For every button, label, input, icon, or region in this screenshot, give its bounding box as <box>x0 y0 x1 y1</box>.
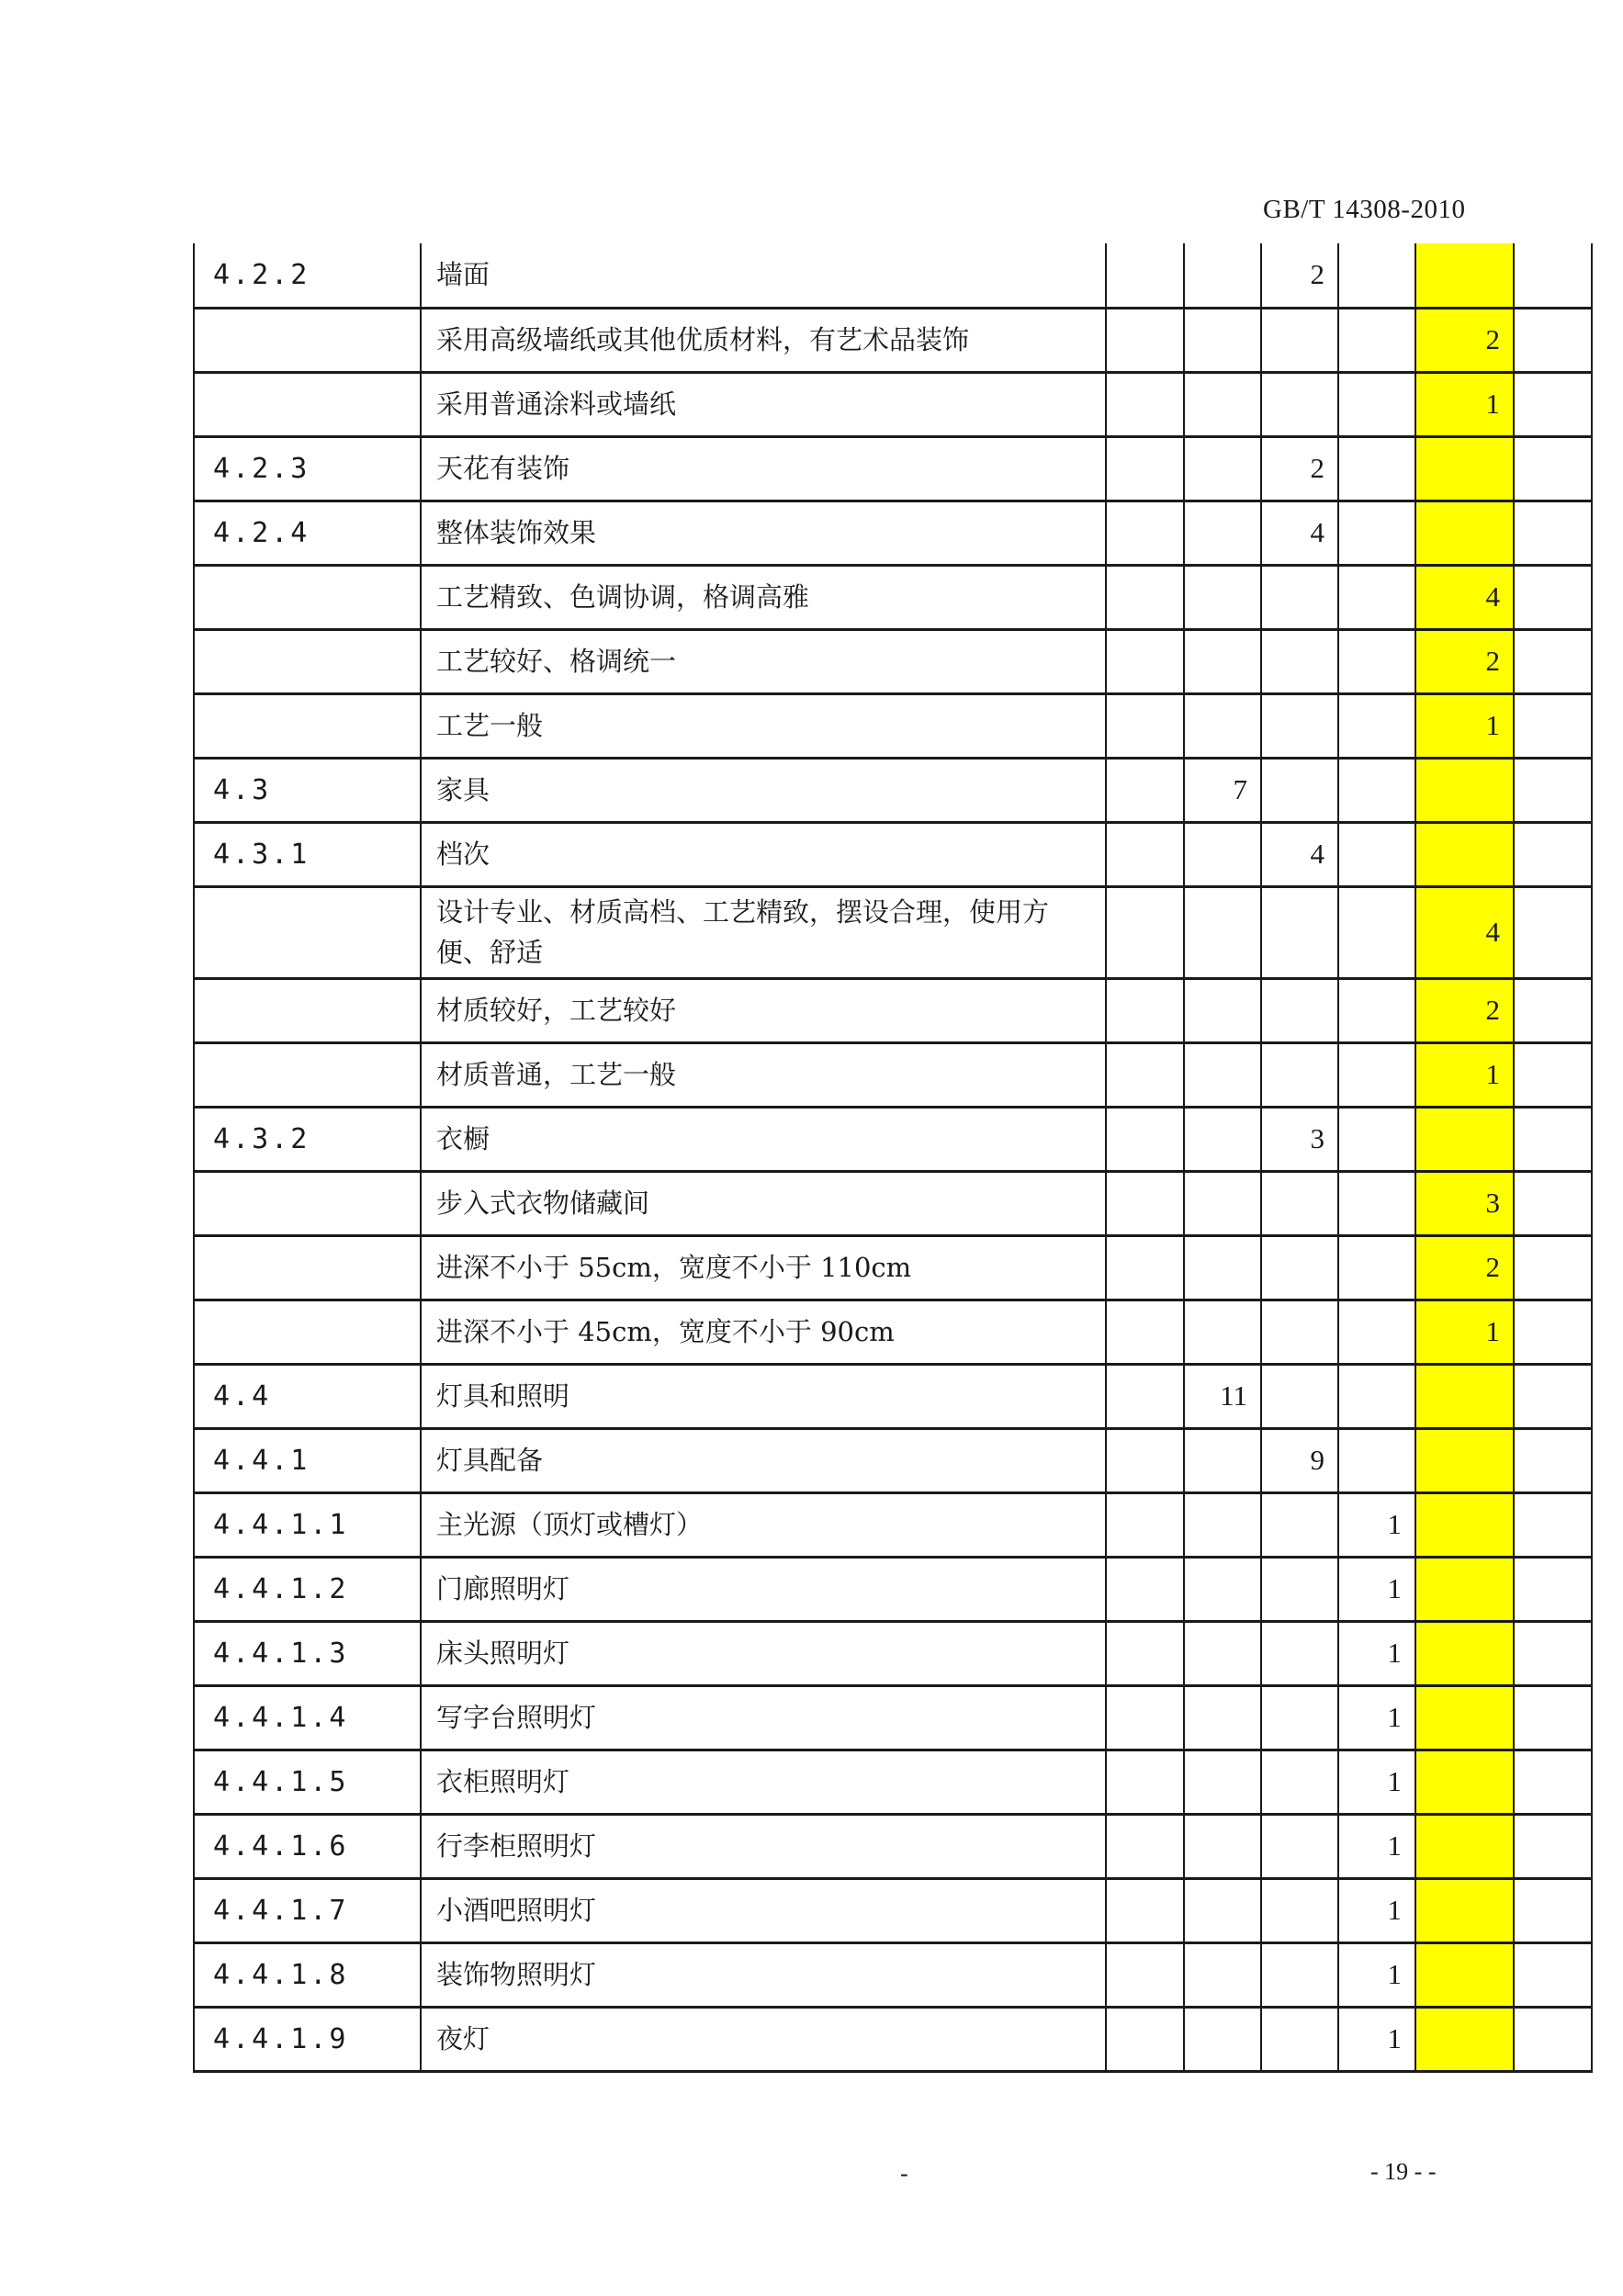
score-col-3-cell <box>1106 978 1184 1042</box>
item-description-cell: 天花有装饰 <box>421 436 1106 501</box>
score-col-8-cell <box>1514 243 1592 308</box>
score-col-5-cell <box>1261 1235 1338 1300</box>
table-row <box>194 978 1592 1042</box>
score-col-5-cell <box>1261 1621 1338 1685</box>
score-col-5-cell <box>1261 1171 1338 1235</box>
score-col-8-cell <box>1514 1621 1592 1685</box>
score-col-5-cell: 4 <box>1261 822 1338 886</box>
table-row <box>194 1171 1592 1235</box>
item-description-cell: 衣橱 <box>421 1107 1106 1171</box>
score-col-4-cell <box>1184 1492 1261 1557</box>
item-description-cell: 档次 <box>421 822 1106 886</box>
score-col-5-cell <box>1261 372 1338 436</box>
score-col-8-cell <box>1514 436 1592 501</box>
score-col-7-cell <box>1415 1878 1514 1942</box>
score-col-5-cell <box>1261 693 1338 758</box>
clause-code-cell <box>194 978 421 1042</box>
item-description-cell: 设计专业、材质高档、工艺精致，摆设合理，使用方便、舒适 <box>421 886 1106 978</box>
score-col-5-cell <box>1261 886 1338 978</box>
table-row <box>194 693 1592 758</box>
score-col-7-cell: 1 <box>1415 1042 1514 1107</box>
score-col-3-cell <box>1106 308 1184 372</box>
item-description-cell: 主光源（顶灯或槽灯） <box>421 1492 1106 1557</box>
score-col-3-cell <box>1106 1300 1184 1364</box>
score-col-8-cell <box>1514 1557 1592 1621</box>
score-col-7-cell: 4 <box>1415 886 1514 978</box>
score-col-5-cell <box>1261 758 1338 822</box>
score-col-3-cell <box>1106 1685 1184 1750</box>
score-col-8-cell <box>1514 1235 1592 1300</box>
score-col-8-cell <box>1514 372 1592 436</box>
score-col-6-cell: 1 <box>1338 1750 1415 1814</box>
score-col-6-cell <box>1338 1300 1415 1364</box>
score-col-6-cell <box>1338 978 1415 1042</box>
score-col-8-cell <box>1514 629 1592 693</box>
clause-code-cell: 4.3.2 <box>194 1107 421 1171</box>
score-col-5-cell <box>1261 1300 1338 1364</box>
score-col-5-cell <box>1261 629 1338 693</box>
item-description-cell: 灯具配备 <box>421 1428 1106 1492</box>
score-col-3-cell <box>1106 1492 1184 1557</box>
score-col-7-cell: 3 <box>1415 1171 1514 1235</box>
table-row <box>194 758 1592 822</box>
score-col-4-cell <box>1184 2007 1261 2071</box>
score-col-3-cell <box>1106 1814 1184 1878</box>
score-col-3-cell <box>1106 1107 1184 1171</box>
score-col-7-cell: 1 <box>1415 372 1514 436</box>
clause-code-cell: 4.4 <box>194 1364 421 1428</box>
score-col-8-cell <box>1514 1042 1592 1107</box>
score-col-4-cell <box>1184 1878 1261 1942</box>
clause-code-cell: 4.4.1.5 <box>194 1750 421 1814</box>
score-col-3-cell <box>1106 822 1184 886</box>
clause-code-cell: 4.4.1.8 <box>194 1942 421 2007</box>
score-col-4-cell <box>1184 822 1261 886</box>
clause-code-cell: 4.3.1 <box>194 822 421 886</box>
score-col-4-cell <box>1184 436 1261 501</box>
score-col-7-cell <box>1415 1492 1514 1557</box>
clause-code-cell <box>194 372 421 436</box>
clause-code-cell: 4.4.1.6 <box>194 1814 421 1878</box>
score-col-5-cell <box>1261 2007 1338 2071</box>
clause-code-cell <box>194 886 421 978</box>
score-col-6-cell <box>1338 822 1415 886</box>
score-col-3-cell <box>1106 1750 1184 1814</box>
score-col-7-cell <box>1415 1942 1514 2007</box>
score-col-8-cell <box>1514 1814 1592 1878</box>
table-row <box>194 1557 1592 1621</box>
score-col-4-cell <box>1184 308 1261 372</box>
score-col-5-cell <box>1261 1364 1338 1428</box>
score-col-6-cell <box>1338 693 1415 758</box>
score-col-3-cell <box>1106 1942 1184 2007</box>
score-col-7-cell <box>1415 1685 1514 1750</box>
table-row <box>194 1107 1592 1171</box>
score-col-8-cell <box>1514 308 1592 372</box>
score-col-3-cell <box>1106 1621 1184 1685</box>
score-col-7-cell <box>1415 2007 1514 2071</box>
item-description-cell: 整体装饰效果 <box>421 501 1106 565</box>
score-col-4-cell <box>1184 565 1261 629</box>
score-col-4-cell: 7 <box>1184 758 1261 822</box>
score-col-7-cell: 4 <box>1415 565 1514 629</box>
item-description-cell: 采用普通涂料或墙纸 <box>421 372 1106 436</box>
score-col-8-cell <box>1514 822 1592 886</box>
item-description-cell: 行李柜照明灯 <box>421 1814 1106 1878</box>
score-col-5-cell <box>1261 1814 1338 1878</box>
clause-code-cell: 4.4.1.1 <box>194 1492 421 1557</box>
score-col-6-cell: 1 <box>1338 1878 1415 1942</box>
table-row <box>194 2007 1592 2071</box>
score-col-6-cell: 1 <box>1338 1492 1415 1557</box>
table-row <box>194 1750 1592 1814</box>
score-col-6-cell <box>1338 1107 1415 1171</box>
score-col-3-cell <box>1106 2007 1184 2071</box>
score-col-3-cell <box>1106 1042 1184 1107</box>
score-col-6-cell <box>1338 308 1415 372</box>
score-col-4-cell <box>1184 372 1261 436</box>
score-col-7-cell <box>1415 436 1514 501</box>
score-col-4-cell <box>1184 978 1261 1042</box>
page-number: - 19 - - <box>1370 2158 1437 2185</box>
score-col-6-cell: 1 <box>1338 1685 1415 1750</box>
table-row <box>194 1942 1592 2007</box>
item-description-cell: 工艺精致、色调协调，格调高雅 <box>421 565 1106 629</box>
score-col-7-cell <box>1415 243 1514 308</box>
score-col-7-cell <box>1415 758 1514 822</box>
clause-code-cell <box>194 1235 421 1300</box>
score-col-8-cell <box>1514 1428 1592 1492</box>
score-col-8-cell <box>1514 2007 1592 2071</box>
score-col-8-cell <box>1514 1300 1592 1364</box>
score-col-3-cell <box>1106 1364 1184 1428</box>
item-description-cell: 采用高级墙纸或其他优质材料，有艺术品装饰 <box>421 308 1106 372</box>
table-row <box>194 1235 1592 1300</box>
footer-mark: - <box>900 2160 908 2187</box>
score-col-5-cell <box>1261 1878 1338 1942</box>
score-col-6-cell <box>1338 565 1415 629</box>
item-description-cell: 小酒吧照明灯 <box>421 1878 1106 1942</box>
score-col-4-cell <box>1184 243 1261 308</box>
table-row <box>194 372 1592 436</box>
table-row <box>194 308 1592 372</box>
score-col-3-cell <box>1106 1878 1184 1942</box>
table-row <box>194 1621 1592 1685</box>
clause-code-cell <box>194 629 421 693</box>
score-col-6-cell <box>1338 436 1415 501</box>
score-col-6-cell <box>1338 1364 1415 1428</box>
item-description-cell: 门廊照明灯 <box>421 1557 1106 1621</box>
clause-code-cell <box>194 1300 421 1364</box>
score-col-5-cell <box>1261 978 1338 1042</box>
item-description-cell: 家具 <box>421 758 1106 822</box>
score-col-5-cell <box>1261 308 1338 372</box>
score-col-3-cell <box>1106 758 1184 822</box>
score-col-5-cell <box>1261 1685 1338 1750</box>
score-col-3-cell <box>1106 1235 1184 1300</box>
score-col-7-cell <box>1415 501 1514 565</box>
score-col-6-cell <box>1338 1428 1415 1492</box>
score-col-7-cell <box>1415 1557 1514 1621</box>
score-col-6-cell: 1 <box>1338 1814 1415 1878</box>
score-col-7-cell <box>1415 1750 1514 1814</box>
table-row <box>194 1685 1592 1750</box>
score-col-8-cell <box>1514 565 1592 629</box>
score-col-8-cell <box>1514 978 1592 1042</box>
score-col-6-cell: 1 <box>1338 1942 1415 2007</box>
table-row <box>194 1878 1592 1942</box>
score-col-3-cell <box>1106 436 1184 501</box>
clause-code-cell <box>194 693 421 758</box>
table-row <box>194 501 1592 565</box>
clause-code-cell: 4.2.4 <box>194 501 421 565</box>
score-col-8-cell <box>1514 1171 1592 1235</box>
clause-code-cell <box>194 1042 421 1107</box>
score-col-5-cell <box>1261 1492 1338 1557</box>
score-col-8-cell <box>1514 758 1592 822</box>
item-description-cell: 墙面 <box>421 243 1106 308</box>
score-col-6-cell: 1 <box>1338 1621 1415 1685</box>
clause-code-cell <box>194 1171 421 1235</box>
clause-code-cell: 4.4.1.4 <box>194 1685 421 1750</box>
table-row <box>194 436 1592 501</box>
score-col-4-cell <box>1184 1750 1261 1814</box>
score-col-7-cell <box>1415 1621 1514 1685</box>
score-col-4-cell <box>1184 1685 1261 1750</box>
score-col-8-cell <box>1514 1364 1592 1428</box>
table-row <box>194 243 1592 308</box>
score-col-7-cell: 2 <box>1415 1235 1514 1300</box>
item-description-cell: 材质较好，工艺较好 <box>421 978 1106 1042</box>
item-description-cell: 进深不小于 55cm，宽度不小于 110cm <box>421 1235 1106 1300</box>
score-col-4-cell <box>1184 1942 1261 2007</box>
table-row <box>194 886 1592 978</box>
score-col-5-cell: 2 <box>1261 436 1338 501</box>
score-col-3-cell <box>1106 243 1184 308</box>
item-description-cell: 装饰物照明灯 <box>421 1942 1106 2007</box>
score-col-6-cell <box>1338 1171 1415 1235</box>
score-col-6-cell: 1 <box>1338 1557 1415 1621</box>
score-col-8-cell <box>1514 1685 1592 1750</box>
item-description-cell: 灯具和照明 <box>421 1364 1106 1428</box>
score-col-6-cell <box>1338 886 1415 978</box>
score-col-3-cell <box>1106 1171 1184 1235</box>
score-col-8-cell <box>1514 1492 1592 1557</box>
score-col-7-cell: 2 <box>1415 629 1514 693</box>
score-col-8-cell <box>1514 1750 1592 1814</box>
score-col-7-cell <box>1415 1107 1514 1171</box>
score-col-6-cell <box>1338 758 1415 822</box>
clause-code-cell <box>194 308 421 372</box>
score-col-5-cell: 9 <box>1261 1428 1338 1492</box>
score-col-7-cell <box>1415 822 1514 886</box>
clause-code-cell: 4.2.3 <box>194 436 421 501</box>
score-col-4-cell <box>1184 693 1261 758</box>
table-row <box>194 565 1592 629</box>
clause-code-cell: 4.4.1.3 <box>194 1621 421 1685</box>
table-row <box>194 1814 1592 1878</box>
score-col-6-cell <box>1338 501 1415 565</box>
standard-number: GB/T 14308-2010 <box>1263 195 1466 224</box>
score-col-3-cell <box>1106 501 1184 565</box>
score-col-6-cell <box>1338 1042 1415 1107</box>
score-col-4-cell <box>1184 1042 1261 1107</box>
score-col-4-cell: 11 <box>1184 1364 1261 1428</box>
table-row <box>194 1042 1592 1107</box>
item-description-cell: 夜灯 <box>421 2007 1106 2071</box>
score-col-7-cell: 1 <box>1415 1300 1514 1364</box>
score-col-5-cell <box>1261 1557 1338 1621</box>
clause-code-cell: 4.4.1 <box>194 1428 421 1492</box>
item-description-cell: 床头照明灯 <box>421 1621 1106 1685</box>
clause-code-cell: 4.4.1.9 <box>194 2007 421 2071</box>
score-col-3-cell <box>1106 1428 1184 1492</box>
table-row <box>194 1364 1592 1428</box>
item-description-cell: 材质普通，工艺一般 <box>421 1042 1106 1107</box>
score-col-7-cell <box>1415 1814 1514 1878</box>
item-description-cell: 衣柜照明灯 <box>421 1750 1106 1814</box>
score-col-7-cell <box>1415 1428 1514 1492</box>
score-col-4-cell <box>1184 1300 1261 1364</box>
score-col-4-cell <box>1184 1235 1261 1300</box>
score-col-6-cell <box>1338 629 1415 693</box>
score-col-8-cell <box>1514 886 1592 978</box>
table-row <box>194 1428 1592 1492</box>
score-col-7-cell: 2 <box>1415 308 1514 372</box>
score-col-5-cell <box>1261 1942 1338 2007</box>
score-col-6-cell: 1 <box>1338 2007 1415 2071</box>
score-col-5-cell <box>1261 565 1338 629</box>
score-col-3-cell <box>1106 629 1184 693</box>
score-col-7-cell: 2 <box>1415 978 1514 1042</box>
item-description-cell: 步入式衣物储藏间 <box>421 1171 1106 1235</box>
score-col-5-cell: 2 <box>1261 243 1338 308</box>
score-col-4-cell <box>1184 886 1261 978</box>
item-description-cell: 工艺一般 <box>421 693 1106 758</box>
score-col-5-cell <box>1261 1042 1338 1107</box>
score-col-3-cell <box>1106 693 1184 758</box>
score-col-4-cell <box>1184 1171 1261 1235</box>
score-col-4-cell <box>1184 1107 1261 1171</box>
item-description-cell: 工艺较好、格调统一 <box>421 629 1106 693</box>
item-description-cell: 进深不小于 45cm，宽度不小于 90cm <box>421 1300 1106 1364</box>
score-col-6-cell <box>1338 372 1415 436</box>
score-col-8-cell <box>1514 501 1592 565</box>
score-col-4-cell <box>1184 501 1261 565</box>
score-col-5-cell: 4 <box>1261 501 1338 565</box>
score-col-3-cell <box>1106 886 1184 978</box>
score-col-4-cell <box>1184 629 1261 693</box>
clause-code-cell: 4.4.1.2 <box>194 1557 421 1621</box>
score-col-6-cell <box>1338 243 1415 308</box>
table-row <box>194 822 1592 886</box>
scoring-table <box>193 243 1593 2073</box>
score-col-8-cell <box>1514 1942 1592 2007</box>
clause-code-cell: 4.2.2 <box>194 243 421 308</box>
score-col-4-cell <box>1184 1621 1261 1685</box>
score-col-6-cell <box>1338 1235 1415 1300</box>
clause-code-cell: 4.4.1.7 <box>194 1878 421 1942</box>
score-col-7-cell: 1 <box>1415 693 1514 758</box>
table-row <box>194 1300 1592 1364</box>
score-col-8-cell <box>1514 1878 1592 1942</box>
score-col-7-cell <box>1415 1364 1514 1428</box>
table-row <box>194 629 1592 693</box>
clause-code-cell: 4.3 <box>194 758 421 822</box>
score-col-3-cell <box>1106 1557 1184 1621</box>
item-description-cell: 写字台照明灯 <box>421 1685 1106 1750</box>
clause-code-cell <box>194 565 421 629</box>
score-col-4-cell <box>1184 1557 1261 1621</box>
score-col-3-cell <box>1106 565 1184 629</box>
score-col-4-cell <box>1184 1814 1261 1878</box>
score-col-5-cell <box>1261 1750 1338 1814</box>
score-col-8-cell <box>1514 693 1592 758</box>
table-row <box>194 1492 1592 1557</box>
score-col-5-cell: 3 <box>1261 1107 1338 1171</box>
table-body <box>194 243 1592 2071</box>
score-col-8-cell <box>1514 1107 1592 1171</box>
score-col-3-cell <box>1106 372 1184 436</box>
score-col-4-cell <box>1184 1428 1261 1492</box>
